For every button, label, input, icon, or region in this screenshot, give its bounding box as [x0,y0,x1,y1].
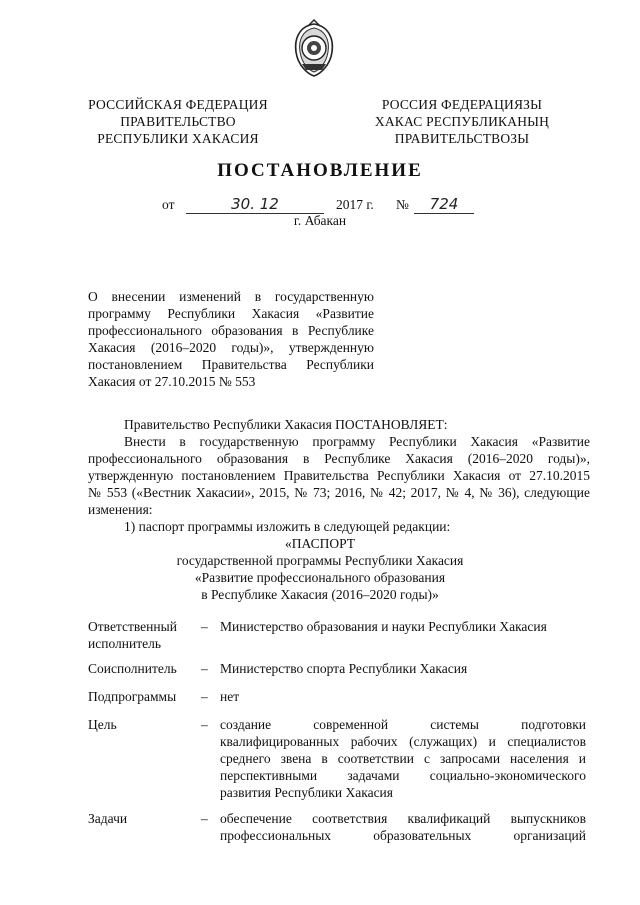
passport-dash: – [201,717,208,732]
passport-title-line: «Развитие профессионального образования [194,570,446,585]
passport-dash: – [201,811,208,826]
subject-line: О внесении изменений в государственную [88,289,374,304]
header-right-line: ХАКАС РЕСПУБЛИКАНЫҢ [374,114,550,129]
number-field [414,195,474,214]
body-line: профессионального образования в Республике Хакасия (2016–2020 годы)», [88,451,590,466]
city: г. Абакан [293,213,347,228]
header-right-line: ПРАВИТЕЛЬСТВОЗЫ [394,131,530,146]
passport-value-tasks [220,810,586,844]
header-left-line: ПРАВИТЕЛЬСТВО [120,114,236,129]
passport-label-coexecutor [88,660,196,677]
number-label: № [396,197,409,212]
passport-dash: – [201,661,208,676]
passport-label-subprograms [88,688,196,705]
body-line: Внести в государственную программу Республики Хакасия «Развитие [124,434,590,449]
value-line: среднего звена в соответствии с запросами населения и [220,751,586,766]
label-line: исполнитель [88,636,161,651]
passport-title-line: в Республике Хакасия (2016–2020 годы)» [201,587,439,602]
date-handwritten: 30. 12 [231,195,279,213]
passport-label-tasks [88,810,196,827]
header-left-line: РЕСПУБЛИКИ ХАКАСИЯ [97,131,259,146]
subject-line: Хакасия от 27.10.2015 № 553 [88,374,256,389]
value-line: Министерство спорта Республики Хакасия [220,661,468,676]
label-line: Задачи [88,811,128,826]
value-line: перспективными задачами социально-экономического [220,768,586,783]
subject-block [88,288,374,390]
label-line: Цель [88,717,117,732]
header-left [78,96,278,147]
number-handwritten: 724 [429,195,459,213]
item-1: 1) паспорт программы изложить в следующей редакции: [124,519,451,534]
value-line: развития Республики Хакасия [220,785,393,800]
document-title: ПОСТАНОВЛЕНИЕ [217,160,423,181]
label-line: Подпрограммы [88,689,177,704]
passport-value-coexecutor [220,660,586,677]
body-line: № 553 («Вестник Хакасии», 2015, № 73; 2016, № 42; 2017, № 4, № 36), следующие [88,485,590,500]
year-label: 2017 г. [336,197,374,212]
decree-line: Правительство Республики Хакасия ПОСТАНОВЛЯЕТ: [124,417,448,432]
value-line: нет [220,689,240,704]
passport-dash: – [201,689,208,704]
header-left-line: РОССИЙСКАЯ ФЕДЕРАЦИЯ [88,97,268,112]
value-line: обеспечение соответствия квалификаций выпускников [220,811,586,826]
passport-value-goal [220,716,586,801]
subject-line: постановлением Правительства Республики [88,357,374,372]
value-line: профессиональных образовательных организаций [220,828,586,843]
date-field [186,195,324,214]
header-right-line: РОССИЯ ФЕДЕРАЦИЯЗЫ [381,97,543,112]
date-from-label: от [162,197,175,212]
coat-of-arms-emblem [288,18,340,78]
passport-title [120,535,520,603]
label-line: Ответственный [88,619,177,634]
passport-title-line: «ПАСПОРТ [285,536,355,551]
subject-line: профессионального образования в Республике [88,323,374,338]
value-line: Министерство образования и науки Республики Хакасия [220,619,547,634]
body-line: утвержденную постановлением Правительства Республики Хакасия от 27.10.2015 [88,468,590,483]
passport-value-subprograms [220,688,586,705]
value-line: создание современной системы подготовки [220,717,586,732]
passport-title-line: государственной программы Республики Хакасия [176,553,464,568]
passport-label-goal [88,716,196,733]
subject-line: программу Республики Хакасия «Развитие [88,306,374,321]
body-line: изменения: [88,502,153,517]
header-right [362,96,562,147]
subject-line: Хакасия (2016–2020 годы)», утвержденную [88,340,374,355]
value-line: квалифицированных рабочих (служащих) и специалистов [220,734,586,749]
passport-value-responsible [220,618,586,635]
passport-dash: – [201,619,208,634]
body-paragraph [88,433,590,518]
passport-label-responsible [88,618,196,652]
label-line: Соисполнитель [88,661,177,676]
